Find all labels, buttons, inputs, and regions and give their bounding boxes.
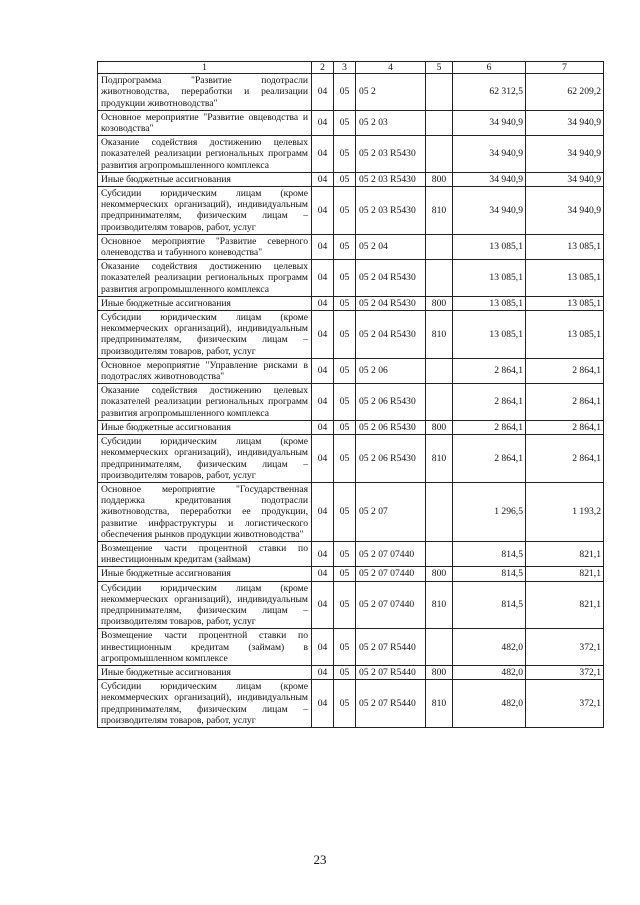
row-name-cell: Основное мероприятие "Государственная поддержка кредитования подотрасли животноводства, переработки ее продукции, развитие инфраструктуры и логистического обеспечения рынков продукции животноводства" (98, 482, 312, 541)
table-row (98, 420, 604, 434)
row-amount-1-cell: 482,0 (453, 665, 526, 679)
row-name-cell: Субсидии юридическим лицам (кроме некоммерческих организаций), индивидуальным предпринимателям, физическим лицам – производителям товаров, работ, услуг (98, 311, 312, 359)
row-target-article-cell: 05 2 07 R5440 (356, 665, 426, 679)
table-row (98, 435, 604, 483)
row-section-cell: 04 (312, 665, 334, 679)
column-header-name: 1 (98, 62, 312, 74)
row-target-article-cell: 05 2 04 (356, 234, 426, 259)
row-amount-1-cell: 13 085,1 (453, 311, 526, 359)
row-amount-2-cell: 1 193,2 (526, 482, 604, 541)
table-row (98, 74, 604, 111)
row-amount-2-cell: 2 864,1 (526, 420, 604, 434)
row-amount-1-cell: 1 296,5 (453, 482, 526, 541)
row-amount-2-cell: 372,1 (526, 665, 604, 679)
row-subsection-cell: 05 (334, 358, 356, 383)
row-subsection-cell: 05 (334, 136, 356, 173)
table-row (98, 234, 604, 259)
row-target-article-cell: 05 2 03 R5430 (356, 187, 426, 235)
row-subsection-cell: 05 (334, 110, 356, 135)
row-subsection-cell: 05 (334, 172, 356, 186)
row-name-cell: Оказание содействия достижению целевых показателей реализации региональных программ развития агропромышленного комплекса (98, 260, 312, 297)
row-amount-2-cell: 34 940,9 (526, 187, 604, 235)
row-section-cell: 04 (312, 420, 334, 434)
budget-table-container (97, 61, 603, 728)
row-subsection-cell: 05 (334, 581, 356, 629)
row-target-article-cell: 05 2 07 07440 (356, 541, 426, 566)
table-row (98, 172, 604, 186)
table-row (98, 629, 604, 666)
row-amount-1-cell: 34 940,9 (453, 172, 526, 186)
row-expense-type-cell (426, 384, 453, 421)
table-row (98, 482, 604, 541)
row-name-cell: Основное мероприятие "Развитие северного оленеводства и табунного коневодства" (98, 234, 312, 259)
row-expense-type-cell: 810 (426, 311, 453, 359)
row-target-article-cell: 05 2 03 R5430 (356, 172, 426, 186)
row-subsection-cell: 05 (334, 541, 356, 566)
row-section-cell: 04 (312, 187, 334, 235)
row-section-cell: 04 (312, 74, 334, 111)
row-expense-type-cell: 810 (426, 680, 453, 728)
row-expense-type-cell: 810 (426, 581, 453, 629)
row-section-cell: 04 (312, 234, 334, 259)
row-name-cell: Субсидии юридическим лицам (кроме некоммерческих организаций), индивидуальным предпринимателям, физическим лицам – производителям товаров, работ, услуг (98, 581, 312, 629)
row-amount-2-cell: 13 085,1 (526, 311, 604, 359)
row-amount-1-cell: 2 864,1 (453, 358, 526, 383)
column-header-amount-2: 7 (526, 62, 604, 74)
table-row (98, 296, 604, 310)
row-expense-type-cell (426, 136, 453, 173)
row-amount-2-cell: 13 085,1 (526, 296, 604, 310)
table-row (98, 311, 604, 359)
row-amount-1-cell: 13 085,1 (453, 260, 526, 297)
row-section-cell: 04 (312, 110, 334, 135)
row-name-cell: Оказание содействия достижению целевых показателей реализации региональных программ развития агропромышленного комплекса (98, 384, 312, 421)
row-amount-2-cell: 13 085,1 (526, 260, 604, 297)
row-name-cell: Иные бюджетные ассигнования (98, 172, 312, 186)
row-amount-2-cell: 2 864,1 (526, 435, 604, 483)
row-expense-type-cell: 800 (426, 665, 453, 679)
row-amount-2-cell: 2 864,1 (526, 358, 604, 383)
table-row (98, 384, 604, 421)
row-subsection-cell: 05 (334, 680, 356, 728)
row-amount-2-cell: 34 940,9 (526, 136, 604, 173)
row-amount-2-cell: 13 085,1 (526, 234, 604, 259)
row-amount-1-cell: 814,5 (453, 581, 526, 629)
row-amount-2-cell: 372,1 (526, 629, 604, 666)
row-amount-1-cell: 13 085,1 (453, 296, 526, 310)
table-row (98, 110, 604, 135)
row-expense-type-cell (426, 482, 453, 541)
row-name-cell: Возмещение части процентной ставки по инвестиционным кредитам (займам) (98, 541, 312, 566)
row-amount-2-cell: 821,1 (526, 567, 604, 581)
row-amount-2-cell: 34 940,9 (526, 172, 604, 186)
row-amount-1-cell: 482,0 (453, 680, 526, 728)
row-name-cell: Субсидии юридическим лицам (кроме некоммерческих организаций), индивидуальным предпринимателям, физическим лицам – производителям товаров, работ, услуг (98, 187, 312, 235)
row-amount-2-cell: 372,1 (526, 680, 604, 728)
row-expense-type-cell (426, 629, 453, 666)
row-subsection-cell: 05 (334, 384, 356, 421)
column-header-amount-1: 6 (453, 62, 526, 74)
row-amount-1-cell: 13 085,1 (453, 234, 526, 259)
row-target-article-cell: 05 2 04 R5430 (356, 296, 426, 310)
row-section-cell: 04 (312, 136, 334, 173)
table-body (98, 74, 604, 728)
row-amount-1-cell: 2 864,1 (453, 384, 526, 421)
row-amount-2-cell: 821,1 (526, 581, 604, 629)
page-number: 23 (313, 852, 327, 867)
row-amount-2-cell: 2 864,1 (526, 384, 604, 421)
row-expense-type-cell (426, 110, 453, 135)
row-subsection-cell: 05 (334, 234, 356, 259)
row-amount-1-cell: 62 312,5 (453, 74, 526, 111)
column-header-subsection: 3 (334, 62, 356, 74)
row-expense-type-cell: 810 (426, 187, 453, 235)
row-expense-type-cell: 810 (426, 435, 453, 483)
row-amount-1-cell: 482,0 (453, 629, 526, 666)
row-subsection-cell: 05 (334, 296, 356, 310)
row-target-article-cell: 05 2 07 (356, 482, 426, 541)
row-target-article-cell: 05 2 07 R5440 (356, 680, 426, 728)
row-section-cell: 04 (312, 435, 334, 483)
row-section-cell: 04 (312, 296, 334, 310)
row-target-article-cell: 05 2 06 (356, 358, 426, 383)
column-header-section: 2 (312, 62, 334, 74)
table-row (98, 187, 604, 235)
row-expense-type-cell: 800 (426, 296, 453, 310)
row-section-cell: 04 (312, 358, 334, 383)
row-subsection-cell: 05 (334, 260, 356, 297)
row-expense-type-cell (426, 74, 453, 111)
row-expense-type-cell (426, 541, 453, 566)
row-target-article-cell: 05 2 (356, 74, 426, 111)
table-row (98, 581, 604, 629)
row-amount-1-cell: 2 864,1 (453, 435, 526, 483)
row-expense-type-cell (426, 260, 453, 297)
row-target-article-cell: 05 2 06 R5430 (356, 384, 426, 421)
row-name-cell: Основное мероприятие "Управление рисками в подотраслях животноводства" (98, 358, 312, 383)
row-section-cell: 04 (312, 172, 334, 186)
row-subsection-cell: 05 (334, 187, 356, 235)
table-row (98, 665, 604, 679)
row-subsection-cell: 05 (334, 629, 356, 666)
budget-table (97, 61, 604, 728)
row-section-cell: 04 (312, 629, 334, 666)
table-row (98, 260, 604, 297)
row-target-article-cell: 05 2 03 (356, 110, 426, 135)
row-amount-1-cell: 814,5 (453, 567, 526, 581)
row-amount-2-cell: 34 940,9 (526, 110, 604, 135)
table-header-row (98, 62, 604, 74)
table-row (98, 680, 604, 728)
row-name-cell: Оказание содействия достижению целевых показателей реализации региональных программ развития агропромышленного комплекса (98, 136, 312, 173)
row-section-cell: 04 (312, 680, 334, 728)
row-subsection-cell: 05 (334, 311, 356, 359)
column-header-target-article: 4 (356, 62, 426, 74)
row-name-cell: Подпрограмма "Развитие подотрасли животноводства, переработки и реализации продукции животноводства" (98, 74, 312, 111)
row-name-cell: Возмещение части процентной ставки по инвестиционным кредитам (займам) в агропромышленном комплексе (98, 629, 312, 666)
row-amount-1-cell: 34 940,9 (453, 110, 526, 135)
row-section-cell: 04 (312, 260, 334, 297)
row-name-cell: Субсидии юридическим лицам (кроме некоммерческих организаций), индивидуальным предпринимателям, физическим лицам – производителям товаров, работ, услуг (98, 680, 312, 728)
row-target-article-cell: 05 2 06 R5430 (356, 435, 426, 483)
row-target-article-cell: 05 2 07 R5440 (356, 629, 426, 666)
row-subsection-cell: 05 (334, 420, 356, 434)
row-section-cell: 04 (312, 581, 334, 629)
row-section-cell: 04 (312, 567, 334, 581)
row-target-article-cell: 05 2 04 R5430 (356, 311, 426, 359)
row-name-cell: Основное мероприятие "Развитие овцеводства и козоводства" (98, 110, 312, 135)
row-expense-type-cell: 800 (426, 567, 453, 581)
row-subsection-cell: 05 (334, 74, 356, 111)
column-header-expense-type: 5 (426, 62, 453, 74)
row-name-cell: Иные бюджетные ассигнования (98, 665, 312, 679)
row-target-article-cell: 05 2 07 07440 (356, 581, 426, 629)
row-expense-type-cell: 800 (426, 172, 453, 186)
row-subsection-cell: 05 (334, 567, 356, 581)
row-subsection-cell: 05 (334, 435, 356, 483)
table-row (98, 358, 604, 383)
row-target-article-cell: 05 2 04 R5430 (356, 260, 426, 297)
row-section-cell: 04 (312, 311, 334, 359)
row-expense-type-cell (426, 358, 453, 383)
row-amount-2-cell: 821,1 (526, 541, 604, 566)
row-amount-1-cell: 34 940,9 (453, 136, 526, 173)
row-amount-1-cell: 814,5 (453, 541, 526, 566)
row-expense-type-cell (426, 234, 453, 259)
table-row (98, 541, 604, 566)
row-section-cell: 04 (312, 384, 334, 421)
row-target-article-cell: 05 2 03 R5430 (356, 136, 426, 173)
row-subsection-cell: 05 (334, 482, 356, 541)
row-target-article-cell: 05 2 07 07440 (356, 567, 426, 581)
row-name-cell: Иные бюджетные ассигнования (98, 420, 312, 434)
row-section-cell: 04 (312, 482, 334, 541)
row-amount-1-cell: 2 864,1 (453, 420, 526, 434)
row-name-cell: Иные бюджетные ассигнования (98, 296, 312, 310)
row-target-article-cell: 05 2 06 R5430 (356, 420, 426, 434)
row-subsection-cell: 05 (334, 665, 356, 679)
table-row (98, 567, 604, 581)
row-name-cell: Субсидии юридическим лицам (кроме некоммерческих организаций), индивидуальным предпринимателям, физическим лицам – производителям товаров, работ, услуг (98, 435, 312, 483)
row-section-cell: 04 (312, 541, 334, 566)
row-amount-1-cell: 34 940,9 (453, 187, 526, 235)
row-name-cell: Иные бюджетные ассигнования (98, 567, 312, 581)
row-amount-2-cell: 62 209,2 (526, 74, 604, 111)
row-expense-type-cell: 800 (426, 420, 453, 434)
table-row (98, 136, 604, 173)
